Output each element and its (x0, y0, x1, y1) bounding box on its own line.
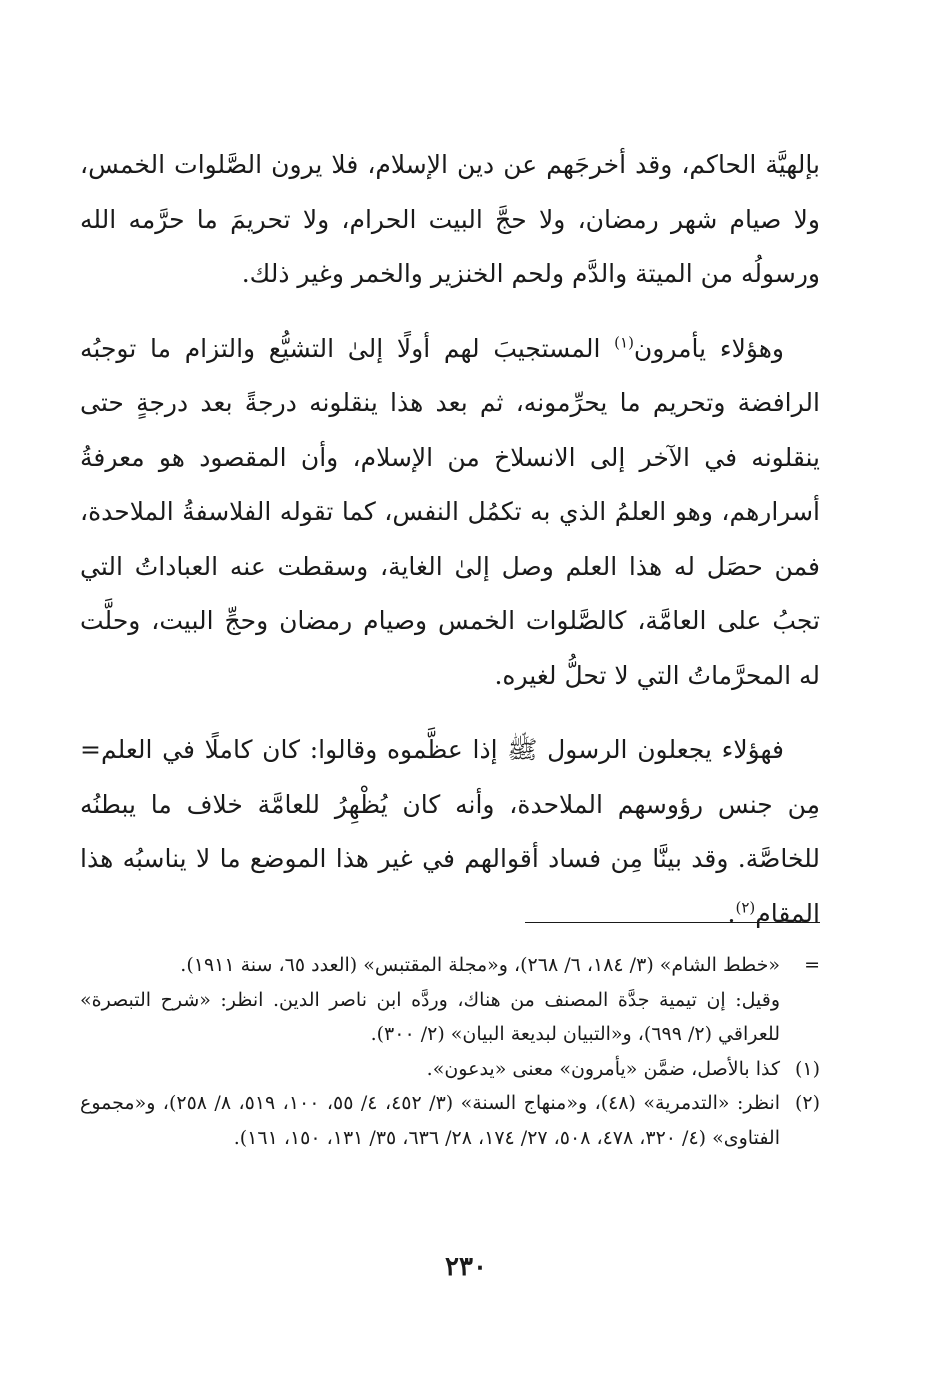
footnote-1-text: كذا بالأصل، ضمَّن «يأمرون» معنى «يدعون». (426, 1057, 780, 1080)
footnote-1-marker: (١) (794, 1057, 820, 1080)
footnote-1 (80, 1052, 820, 1087)
footnote-2 (80, 1086, 820, 1155)
footnote-2-text: انظر: «التدمرية» (٤٨)، و«منهاج السنة» (٣/ ٤٥٢، ٤/ ٥٥، ١٠٠، ٥١٩، ٨/ ٢٥٨)، و«مجموع الفتاوى» (٤/ ٣٢٠، ٤٧٨، ٥٠٨، ٢٧/ ١٧٤، ٢٨/ ٦٣٦، ٣٥/ ١٣١، ١٥٠، ١٦١). (80, 1092, 781, 1149)
paragraph-2-text-b: المستجيبَ لهم أولًا إلىٰ التشيُّع والتزام ما توجبُه الرافضة وتحريم ما يحرِّمونه، ثم بعد هذا ينقلونه درجةً بعد درجةٍ حتى ينقلونه في الآخر إلى الانسلاخ من الإسلام، وأن المقصود هو معرفةُ أسرارهم، وهو العلمُ الذي به تكمُل النفس، كما تقوله الفلاسفةُ الملاحدة، فمن حصَل له هذا العلم وصل إلىٰ الغاية، وسقطت عنه العباداتُ التي تجبُ على العامَّة، كالصَّلوات الخمس وصيام رمضان وحجِّ البيت، وحلَّت له المحرَّماتُ التي لا تحلُّ لغيره. (80, 333, 820, 690)
footnote-continuation (80, 948, 820, 983)
footnote-ref-2[interactable]: (٢) (735, 898, 756, 917)
footnote-ref-1[interactable]: (١) (614, 333, 634, 352)
paragraph-3 (80, 723, 820, 941)
footnote-2-marker: (٢) (794, 1092, 820, 1114)
continuation-marker: = (804, 954, 820, 976)
page-number: ٢٣٠ (445, 1252, 487, 1282)
paragraph-1: بإلهيَّة الحاكم، وقد أخرجَهم عن دين الإسلام، فلا يرون الصَّلوات الخمس، ولا صيام شهر رمضان، ولا حجَّ البيت الحرام، ولا تحريمَ ما حرَّمه الله ورسولُه من الميتة والدَّم ولحم الخنزير والخمر وغير ذلك. (80, 150, 820, 288)
footnote-continuation-2 (80, 983, 820, 1052)
paragraph-3-text-b: . (727, 898, 736, 928)
main-text (80, 138, 820, 941)
page-body (80, 138, 820, 941)
paragraph-2-text-a: وهؤلاء يأمرون (633, 333, 785, 363)
footnote-separator (525, 922, 820, 923)
paragraph-3-text-a: فهؤلاء يجعلون الرسول ﷺ إذا عظَّموه وقالوا: كان كاملًا في العلم= مِن جنس رؤوسهم الملاحدة، وأنه كان يُظْهِرُ للعامَّة خلاف ما يبطنُه للخاصَّة. وقد بينَّا مِن فساد أقوالهم في غير هذا الموضع ما لا يناسبُه هذا المقام (80, 735, 820, 928)
continuation-line-2: وقيل: إن تيمية جدَّة المصنف من هناك، وردَّه ابن ناصر الدين. انظر: «شرح التبصرة» للعراقي (٢/ ٦٩٩)، و«التبيان لبديعة البيان» (٢/ ٣٠٠). (80, 988, 780, 1045)
footnotes (80, 948, 820, 1155)
paragraph-2 (80, 322, 820, 704)
continuation-line-1: «خطط الشام» (٣/ ١٨٤، ٦/ ٢٦٨)، و«مجلة المقتبس» (العدد ٦٥، سنة ١٩١١). (180, 954, 780, 976)
